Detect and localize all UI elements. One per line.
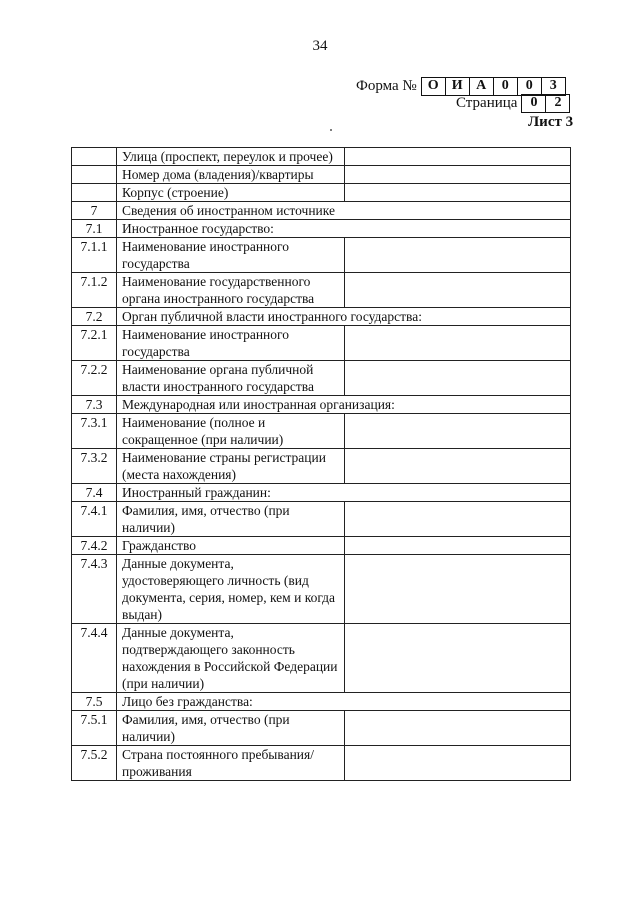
row-label: Наименование органа публичной власти иностранного государства (117, 361, 345, 396)
row-label: Фамилия, имя, отчество (при наличии) (117, 502, 345, 537)
row-number: 7.4.2 (72, 537, 117, 555)
row-label: Наименование (полное и сокращенное (при наличии) (117, 414, 345, 449)
row-label: Международная или иностранная организация: (117, 396, 571, 414)
row-number: 7.2.1 (72, 326, 117, 361)
row-value-field[interactable] (345, 746, 571, 781)
row-number: 7.5.2 (72, 746, 117, 781)
row-number: 7.2.2 (72, 361, 117, 396)
form-code-cell: О (422, 78, 446, 95)
table-row (72, 202, 571, 220)
row-label: Данные документа, подтверждающего законность нахождения в Российской Федерации (при наличии) (117, 624, 345, 693)
row-value-field[interactable] (345, 711, 571, 746)
page-counter-cell: 2 (554, 95, 562, 110)
row-number: 7.3 (72, 396, 117, 414)
row-label: Улица (проспект, переулок и прочее) (117, 148, 345, 166)
row-number: 7.3.1 (72, 414, 117, 449)
row-number: 7.4.4 (72, 624, 117, 693)
row-number: 7.1.2 (72, 273, 117, 308)
row-number: 7.5 (72, 693, 117, 711)
page-counter-cells (521, 94, 570, 113)
row-value-field[interactable] (345, 273, 571, 308)
table-row (72, 693, 571, 711)
form-code-cell: 3 (549, 78, 557, 93)
row-label: Сведения об иностранном источнике (117, 202, 571, 220)
scan-dot (330, 129, 332, 131)
row-number: 7.4 (72, 484, 117, 502)
row-label: Данные документа, удостоверяющего личность (вид документа, серия, номер, кем и когда выдан) (117, 555, 345, 624)
table-row (72, 184, 571, 202)
row-label: Номер дома (владения)/квартиры (117, 166, 345, 184)
row-label: Наименование иностранного государства (117, 326, 345, 361)
table-row (72, 746, 571, 781)
row-value-field[interactable] (345, 184, 571, 202)
form-code-cell: 0 (494, 78, 518, 95)
row-label: Наименование иностранного государства (117, 238, 345, 273)
form-code-cell: А (470, 78, 494, 95)
table-row (72, 220, 571, 238)
table-row (72, 502, 571, 537)
table-row (72, 449, 571, 484)
row-number: 7.4.1 (72, 502, 117, 537)
page-counter-label: Страница (456, 94, 518, 111)
row-value-field[interactable] (345, 148, 571, 166)
row-value-field[interactable] (345, 449, 571, 484)
table-row (72, 326, 571, 361)
page-counter-cell: 0 (522, 95, 546, 112)
table-row (72, 414, 571, 449)
row-value-field[interactable] (345, 555, 571, 624)
row-number (72, 166, 117, 184)
form-code-cell: И (446, 78, 470, 95)
row-value-field[interactable] (345, 537, 571, 555)
row-label: Наименование государственного органа иностранного государства (117, 273, 345, 308)
table-row (72, 555, 571, 624)
row-label: Иностранный гражданин: (117, 484, 571, 502)
row-label: Лицо без гражданства: (117, 693, 571, 711)
row-value-field[interactable] (345, 238, 571, 273)
row-label: Страна постоянного пребывания/проживания (117, 746, 345, 781)
row-number: 7.4.3 (72, 555, 117, 624)
row-number: 7.2 (72, 308, 117, 326)
row-value-field[interactable] (345, 326, 571, 361)
table-row (72, 484, 571, 502)
row-label: Гражданство (117, 537, 345, 555)
row-number: 7 (72, 202, 117, 220)
row-label: Корпус (строение) (117, 184, 345, 202)
table-row (72, 396, 571, 414)
form-code-cell: 0 (518, 78, 542, 95)
row-label: Наименование страны регистрации (места нахождения) (117, 449, 345, 484)
table-row (72, 537, 571, 555)
sheet-label: Лист 3 (528, 114, 574, 130)
page-counter (456, 93, 570, 113)
row-value-field[interactable] (345, 502, 571, 537)
table-row (72, 711, 571, 746)
table-row (72, 238, 571, 273)
row-label: Иностранное государство: (117, 220, 571, 238)
row-value-field[interactable] (345, 414, 571, 449)
table-row (72, 308, 571, 326)
row-label: Фамилия, имя, отчество (при наличии) (117, 711, 345, 746)
row-value-field[interactable] (345, 361, 571, 396)
page-number: 34 (312, 38, 328, 54)
table-row (72, 624, 571, 693)
table-row (72, 361, 571, 396)
foreign-source-table (71, 147, 571, 781)
row-label: Орган публичной власти иностранного государства: (117, 308, 571, 326)
row-number (72, 148, 117, 166)
row-number (72, 184, 117, 202)
table-row (72, 166, 571, 184)
form-number-label: Форма № (356, 77, 417, 94)
row-value-field[interactable] (345, 624, 571, 693)
row-number: 7.1.1 (72, 238, 117, 273)
row-number: 7.3.2 (72, 449, 117, 484)
table-row (72, 148, 571, 166)
row-number: 7.1 (72, 220, 117, 238)
table-row (72, 273, 571, 308)
row-value-field[interactable] (345, 166, 571, 184)
row-number: 7.5.1 (72, 711, 117, 746)
